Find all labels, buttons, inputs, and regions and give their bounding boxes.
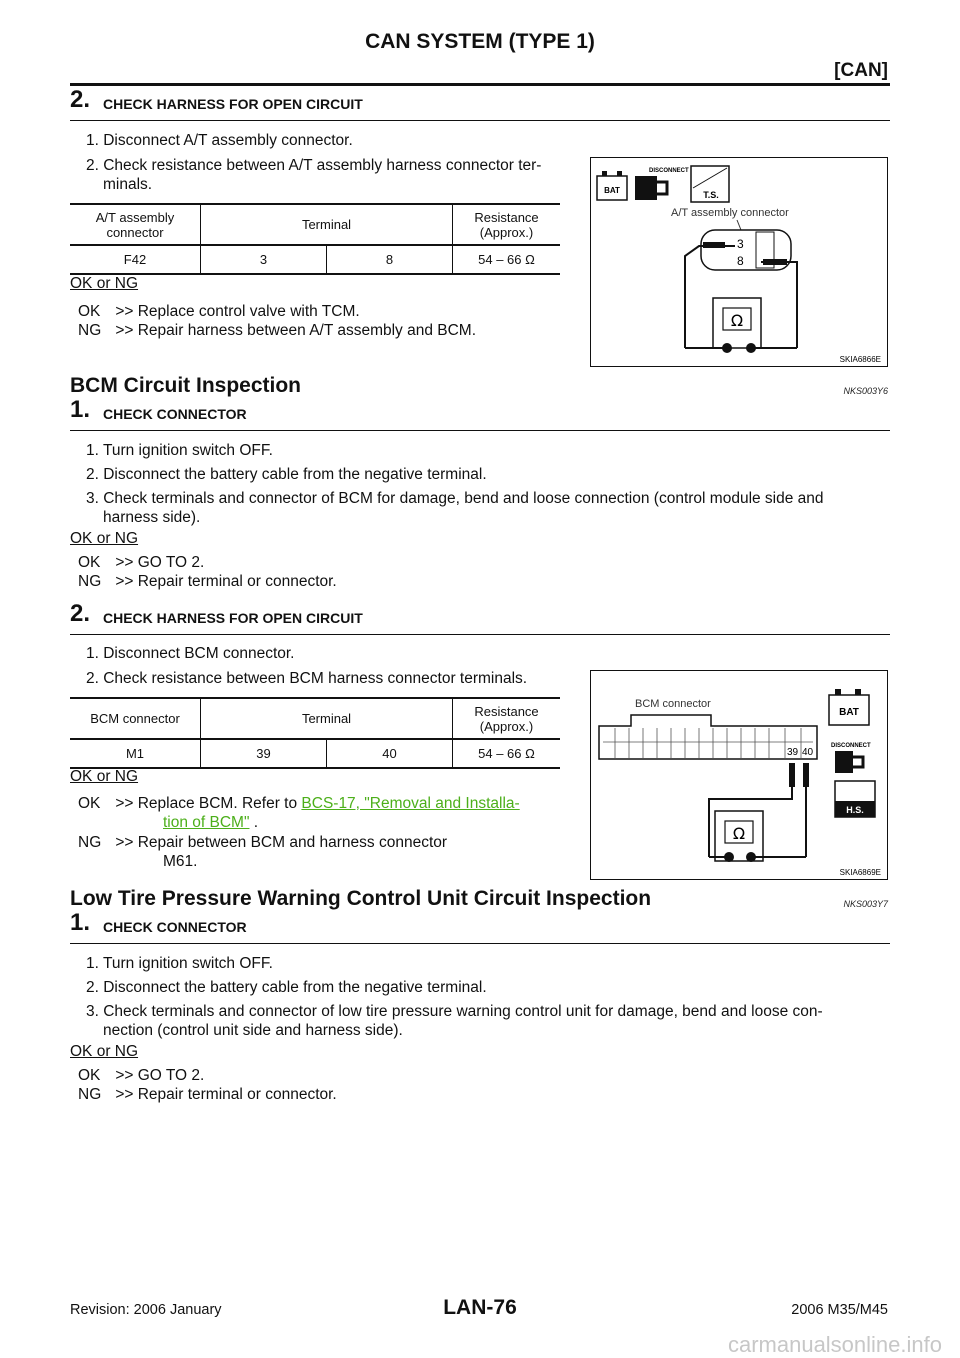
ng-key: NG — [78, 834, 102, 851]
battery-icon — [597, 171, 627, 200]
ohmmeter-icon — [715, 811, 763, 861]
figure-bcm-connector — [590, 670, 888, 880]
step-label: CHECK HARNESS FOR OPEN CIRCUIT — [103, 96, 363, 112]
step-label: CHECK CONNECTOR — [103, 406, 247, 422]
watermark: carmanualsonline.info — [727, 1332, 942, 1357]
ok-or-ng-label: OK or NG — [70, 530, 139, 547]
ts-label: T.S. — [703, 190, 719, 200]
col-header: (Approx.) — [479, 718, 534, 734]
col-header: A/T assembly — [95, 209, 175, 225]
step-number: 2. — [70, 86, 91, 113]
step-number: 1. — [70, 909, 91, 936]
disconnect-label: DISCONNECT — [831, 743, 871, 749]
col-header: connector — [106, 224, 164, 240]
ohmmeter-icon — [713, 298, 761, 348]
figure-bcm-svg — [591, 671, 887, 879]
table-cell: M1 — [70, 739, 201, 767]
figure-code: SKIA6866E — [839, 355, 881, 364]
battery-label: BAT — [839, 707, 859, 718]
ok-result-cont — [163, 813, 258, 833]
step-heading-bcm-connector — [70, 396, 890, 431]
step-heading-bcm-harness — [70, 600, 890, 635]
ok-or-ng-label: OK or NG — [70, 275, 139, 292]
section-tag: [CAN] — [834, 60, 888, 81]
step-label: CHECK CONNECTOR — [103, 919, 247, 935]
table-cell: 39 — [201, 739, 327, 767]
ok-text: >> Replace control valve with TCM. — [115, 303, 360, 320]
battery-label: BAT — [604, 186, 620, 195]
step-heading-tpms-connector — [70, 909, 890, 944]
ng-result — [78, 1085, 337, 1105]
ng-key: NG — [78, 1086, 102, 1103]
ok-result — [78, 794, 578, 814]
reference-code: NKS003Y7 — [843, 899, 888, 909]
ok-text: >> Replace BCM. Refer to — [115, 795, 302, 812]
pin-label: 40 — [802, 747, 814, 758]
pin-label: 39 — [787, 747, 799, 758]
instruction: 3. Check terminals and connector of low tire pressure warning control unit for damage, bend and loose con- — [86, 1003, 823, 1020]
instruction: 2. Disconnect the battery cable from the negative terminal. — [86, 466, 487, 483]
instruction-cont: nection (control unit side and harness side). — [103, 1022, 403, 1039]
revision-date: Revision: 2006 January — [70, 1302, 222, 1318]
section-heading-bcm: BCM Circuit Inspection — [70, 374, 302, 397]
resistance-table-at — [70, 203, 560, 275]
step-number: 2. — [70, 600, 91, 627]
ng-key: NG — [78, 573, 102, 590]
ng-result — [78, 833, 447, 853]
instruction-cont: minals. — [103, 176, 153, 193]
section-heading-tpms: Low Tire Pressure Warning Control Unit Circuit Inspection — [70, 887, 652, 910]
resistance-table-bcm — [70, 697, 560, 769]
harness-spec-icon — [835, 781, 875, 817]
figure-at-svg — [591, 158, 887, 366]
test-spec-icon — [691, 166, 729, 202]
instruction-cont: harness side). — [103, 509, 201, 526]
col-header: (Approx.) — [479, 224, 534, 240]
reference-code: NKS003Y6 — [843, 386, 888, 396]
ok-text-tail: . — [249, 814, 259, 831]
header-rule — [70, 83, 890, 86]
ok-key: OK — [78, 303, 101, 320]
ng-result — [78, 321, 476, 341]
table-cell: 8 — [327, 245, 453, 273]
table-cell: 3 — [201, 245, 327, 273]
ok-result — [78, 553, 204, 573]
disconnect-icon — [635, 168, 689, 200]
ok-key: OK — [78, 1067, 101, 1084]
table-cell: F42 — [70, 245, 201, 273]
disconnect-icon — [831, 743, 871, 773]
ng-key: NG — [78, 322, 102, 339]
hs-label: H.S. — [846, 805, 864, 815]
ok-text: >> GO TO 2. — [115, 554, 205, 571]
col-header: Terminal — [201, 699, 453, 739]
connector-caption: BCM connector — [635, 698, 711, 710]
ohm-symbol: Ω — [730, 311, 744, 330]
instruction: 2. Check resistance between BCM harness connector terminals. — [86, 670, 528, 687]
ng-text: >> Repair between BCM and harness connector — [115, 834, 448, 851]
ok-or-ng-label: OK or NG — [70, 768, 139, 785]
instruction: 1. Disconnect BCM connector. — [86, 645, 295, 662]
connector-caption: A/T assembly connector — [671, 207, 789, 219]
figure-code: SKIA6869E — [839, 868, 881, 877]
col-header: Resistance — [474, 703, 539, 719]
connector-shape — [599, 715, 817, 759]
step-label: CHECK HARNESS FOR OPEN CIRCUIT — [103, 610, 363, 626]
table-cell: 54 – 66 Ω — [478, 252, 535, 267]
instruction: 2. Disconnect the battery cable from the negative terminal. — [86, 979, 487, 996]
ok-result — [78, 302, 360, 322]
ok-key: OK — [78, 795, 101, 812]
disconnect-label: DISCONNECT — [649, 168, 689, 174]
model-info: 2006 M35/M45 — [791, 1302, 888, 1318]
step-heading-at-harness — [70, 86, 890, 121]
ng-result — [78, 572, 337, 592]
ok-or-ng-label: OK or NG — [70, 1043, 139, 1060]
pin-label: 8 — [737, 254, 744, 268]
ng-text: >> Repair terminal or connector. — [115, 1086, 337, 1103]
removal-installation-link-cont[interactable]: tion of BCM" — [163, 814, 250, 831]
page-title: CAN SYSTEM (TYPE 1) — [365, 30, 595, 53]
ok-result — [78, 1066, 204, 1086]
ok-key: OK — [78, 554, 101, 571]
page-number: LAN-76 — [443, 1296, 517, 1319]
ng-text-cont: M61. — [163, 853, 198, 870]
col-header: BCM connector — [70, 699, 201, 739]
ng-text: >> Repair harness between A/T assembly and BCM. — [115, 322, 477, 339]
battery-icon — [829, 689, 869, 725]
col-header: Resistance — [474, 209, 539, 225]
instruction: 3. Check terminals and connector of BCM for damage, bend and loose connection (control module side and — [86, 490, 824, 507]
instruction: 2. Check resistance between A/T assembly harness connector ter- — [86, 157, 542, 174]
ohm-symbol: Ω — [732, 824, 746, 843]
instruction: 1. Disconnect A/T assembly connector. — [86, 132, 353, 149]
ng-text: >> Repair terminal or connector. — [115, 573, 337, 590]
col-header: Terminal — [201, 205, 453, 245]
figure-at-connector — [590, 157, 888, 367]
table-cell: 54 – 66 Ω — [478, 746, 535, 761]
table-cell: 40 — [327, 739, 453, 767]
instruction: 1. Turn ignition switch OFF. — [86, 955, 273, 972]
step-number: 1. — [70, 396, 91, 423]
ok-text: >> GO TO 2. — [115, 1067, 205, 1084]
pin-label: 3 — [737, 237, 744, 251]
removal-installation-link[interactable]: BCS-17, "Removal and Installa- — [301, 795, 520, 812]
instruction: 1. Turn ignition switch OFF. — [86, 442, 273, 459]
